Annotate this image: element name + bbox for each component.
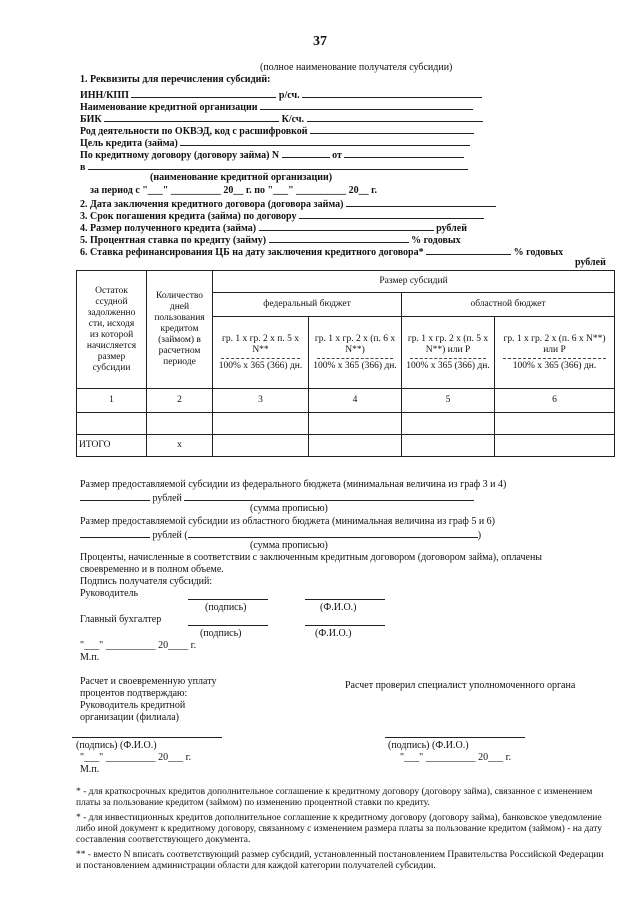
checked-label: Расчет проверил специалист уполномоченного органа: [345, 680, 576, 691]
item-2: 2. Дата заключения кредитного договора (договора займа): [80, 197, 496, 211]
bank-sign-line: [72, 737, 222, 738]
bank-in-label: в: [80, 160, 468, 174]
head-fio-line: [305, 599, 385, 600]
bank-sign-fio: (подпись) (Ф.И.О.): [76, 740, 157, 751]
bik-label: БИК К/сч.: [80, 112, 483, 126]
empty-cell: [77, 413, 147, 435]
subsidy-size-header: Размер субсидий: [213, 271, 615, 293]
specialist-sign-fio: (подпись) (Ф.И.О.): [388, 740, 469, 751]
formula-col6: гр. 1 x гр. 2 x (п. 6 x N**) или P 100% x 365 (366) дн.: [495, 317, 615, 389]
accountant-sign-line: [188, 625, 268, 626]
section1-title: 1. Реквизиты для перечисления субсидий:: [80, 74, 271, 85]
regional-rub-line: рублей ( ): [80, 528, 481, 542]
item-3: 3. Срок погашения кредита (займа) по договору: [80, 209, 484, 223]
contract-label: По кредитному договору (договору займа) N от: [80, 148, 464, 162]
item-5: 5. Процентная ставка по кредиту (займу) % годовых: [80, 235, 461, 246]
okved-label: Род деятельности по ОКВЭД, код с расшифровкой: [80, 124, 474, 138]
head-label: Руководитель: [80, 588, 139, 599]
accountant-fio-line: [305, 625, 385, 626]
bank-date: "___" __________ 20___ г.: [80, 752, 192, 763]
confirm-line-2: процентов подтверждаю:: [80, 688, 188, 699]
bank-name-label: Наименование кредитной организации: [80, 100, 473, 114]
fio-caption-2: (Ф.И.О.): [315, 628, 352, 639]
head-sign-line: [188, 599, 268, 600]
total-label: ИТОГО: [77, 435, 147, 457]
item-6: 6. Ставка рефинансирования ЦБ на дату заключения кредитного договора* % годовых: [80, 247, 564, 258]
sign-caption: (подпись): [205, 602, 247, 613]
empty-cell: [495, 435, 615, 457]
regional-header: областной бюджет: [402, 293, 615, 317]
federal-rub-line: рублей: [80, 491, 474, 505]
empty-cell: [213, 435, 309, 457]
confirm-line-1: Расчет и своевременную уплату: [80, 676, 217, 687]
federal-subsidy-line: Размер предоставляемой субсидии из федерального бюджета (минимальная величина из граф 3 и 4): [80, 479, 507, 490]
regional-subsidy-line: Размер предоставляемой субсидии из областного бюджета (минимальная величина из граф 5 и 6): [80, 516, 496, 527]
footnote-3: ** - вместо N вписать соответствующий размер субсидий, установленный постановлением Правительства Российской Федерации и постановлением администрации области для каждой категории получателей субсидии.: [76, 850, 604, 871]
formula-col5: гр. 1 x гр. 2 x (п. 5 x N**) или P 100% x 365 (366) дн.: [402, 317, 495, 389]
bank-caption: (наименование кредитной организации): [150, 172, 333, 183]
mp-label-2: М.п.: [80, 764, 100, 775]
col-num-3: 3: [213, 389, 309, 413]
sum-words-caption-2: (сумма прописью): [250, 540, 328, 551]
empty-cell: [147, 413, 213, 435]
interest-line-1: Проценты, начисленные в соответствии с заключенным кредитным договором (договором займа), оплачены: [80, 552, 543, 563]
federal-header: федеральный бюджет: [213, 293, 402, 317]
inn-label: ИНН/КПП р/сч.: [80, 88, 482, 102]
formula-col4: гр. 1 x гр. 2 x (п. 6 x N**) 100% x 365 (366) дн.: [309, 317, 402, 389]
footnote-1: * - для краткосрочных кредитов дополнительное соглашение к кредитному договору (договору займа), связанное с изменением платы за пользование кредитом (займом) по изменению процентной ставки по кредиту.: [76, 787, 593, 808]
sum-words-caption: (сумма прописью): [250, 503, 328, 514]
col-num-6: 6: [495, 389, 615, 413]
empty-cell: [309, 413, 402, 435]
item-4: 4. Размер полученного кредита (займа) рублей: [80, 223, 467, 234]
chief-accountant-label: Главный бухгалтер: [80, 614, 162, 625]
interest-line-2: своевременно и в полном объеме.: [80, 564, 224, 575]
subsidy-table: [76, 270, 615, 457]
page-number: 37: [313, 34, 327, 49]
empty-cell: [402, 413, 495, 435]
specialist-date: "___" __________ 20___ г.: [400, 752, 512, 763]
col-num-4: 4: [309, 389, 402, 413]
empty-cell: [309, 435, 402, 457]
total-x: x: [147, 435, 213, 457]
fio-caption: (Ф.И.О.): [320, 602, 357, 613]
confirm-line-4: организации (филиала): [80, 712, 179, 723]
recipient-caption: (полное наименование получателя субсидии): [260, 62, 453, 73]
purpose-label: Цель кредита (займа): [80, 136, 470, 150]
confirm-line-3: Руководитель кредитной: [80, 700, 186, 711]
mp-label: М.п.: [80, 652, 100, 663]
footnote-2: * - для инвестиционных кредитов дополнительное соглашение к кредитному договору (договору займа), банковское уведомление либо иной документ к кредитному договору, связанному с изменением размера платы за пользование кредитом (займом) - на дату составления соответствующего документа.: [76, 813, 602, 845]
col-num-1: 1: [77, 389, 147, 413]
col2-header: Количество дней пользования кредитом (займом) в расчетном периоде: [147, 271, 213, 389]
empty-cell: [495, 413, 615, 435]
col-num-5: 5: [402, 389, 495, 413]
date-line: "___" __________ 20____ г.: [80, 640, 197, 651]
period-line: за период с "___" __________ 20__ г. по "___" __________ 20__ г.: [90, 185, 378, 196]
specialist-sign-line: [385, 737, 525, 738]
formula-col3: гр. 1 x гр. 2 x п. 5 x N** 100% x 365 (366) дн.: [213, 317, 309, 389]
signature-title: Подпись получателя субсидий:: [80, 576, 213, 587]
col-num-2: 2: [147, 389, 213, 413]
empty-cell: [213, 413, 309, 435]
empty-cell: [402, 435, 495, 457]
rub-unit: рублей: [575, 257, 606, 268]
sign-caption-2: (подпись): [200, 628, 242, 639]
col1-header: Остаток ссудной задолженно сти, исходя из которой начисляется размер субсидии: [77, 271, 147, 389]
